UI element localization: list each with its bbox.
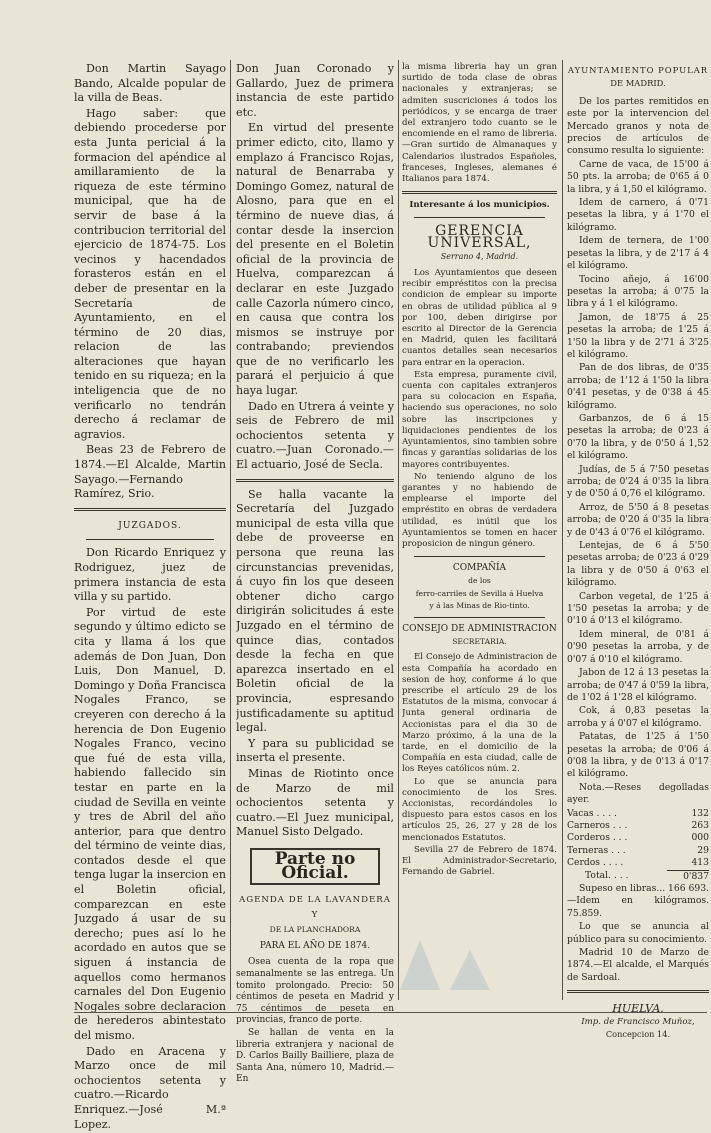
- price-vaca: Carne de vaca, de 15'00 á 50 pts. la arroba; de 0'65 á 0 la libra, y á 1,50 el kilógramo.: [567, 158, 709, 195]
- table-row: [567, 820, 709, 832]
- compania-line-3: ferro-carriles de Sevilla á Huelva: [415, 588, 544, 598]
- edict-aracena-body: Por virtud de este segundo y último edicto se cita y llama á los que además de Don Juan, Don Luis, Don Manuel, D. Domingo y Doña Francisca Nogales Franco, se creyeren con derecho á la herencia de Don Eugenio Nogales Franco, vecino que fué de esta villa, habiendo fallecido sin testar en parte en la ciudad de Sevilla en veinte y tres de Abril del año anterior, para que dentro del término de veinte dias, contados desde el que tenga lugar la insercion en el Boletin oficial, comparezcan en este Juzgado á usar de su derecho; pues así lo he acordado en autos que se siguen á instancia de aquellos como hermanos carnales del Don Eugenio Nogales sobre declaracion de herederos abintestato del mismo.: [74, 605, 226, 1042]
- gerencia-para-1: Los Ayuntamientos que deseen recibir empréstitos con la precisa condicion de emplear su importe en obras de utilidad pública al 9 por 100, deben dirigirse por escrito al Director de la Gerencia en Madrid, quien les facilitará cuantos detalles sean necesarios para entrar en la operacion.: [402, 268, 557, 368]
- reses-label: Carneros . . .: [567, 819, 628, 831]
- edict-utrera-body: En virtud del presente primer edicto, cito, llamo y emplazo á Francisco Rojas, natural de Benarraba y Domingo Gomez, natural de Alosno, para que en el término de nueve dias, á contar desde la insercion del presente en el Boletin oficial de la provincia de Huelva, comparezcan á declarar en este Juzgado calle Cazorla número cinco, en causa que contra los mismos se instruye por contrabando; previendos que de no verificarlo les parará el perjuicio á que haya lugar.: [236, 121, 394, 398]
- ayuntamiento-subtitle: DE MADRID.: [610, 78, 666, 89]
- column-1: [74, 62, 226, 1133]
- table-row: [567, 808, 709, 820]
- consejo-signature: Sevilla 27 de Febrero de 1874. El Administrador-Secretario, Fernando de Gabriel.: [402, 844, 557, 878]
- gerencia-para-3: No teniendo alguno de los garantes y no habiendo de emplearse el importe del empréstito en obras de verdadera utilidad, es inútil que los Ayuntamientos se tomen en hacer proposicion de ningun género.: [402, 471, 557, 549]
- price-cok: Cok, á 0,83 pesetas la arroba y á 0'07 el kilógramo.: [567, 705, 709, 729]
- section-divider: [567, 990, 709, 993]
- edict-aracena-signature: Dado en Aracena y Marzo once de mil ochocientos setenta y cuatro.—Ricardo Enriquez.—José M.ª Lopez.: [74, 1044, 226, 1131]
- gerencia-para-2: Esta empresa, puramente civil, cuenta con capitales extranjeros para su colocacion en España, haciendo sus operaciones, no solo sobre las inscripciones y liquidaciones pendientes de los Ayuntamientos, sino tambien sobre fincas y garantías solidarias de los mayores contribuyentes.: [402, 369, 557, 470]
- price-garbanzos: Garbanzos, de 6 á 15 pesetas la arroba; de 0'23 á 0'70 la libra, y de 0'50 á 1,52 el kilógramo.: [567, 412, 709, 462]
- supeso: Supeso en libras... 166 693.—Idem en kilógramos. 75.859.: [567, 883, 709, 919]
- divider: [86, 539, 214, 540]
- reses-nota: Nota.—Reses degolladas ayer.: [567, 781, 709, 806]
- price-judias: Judías, de 5 á 7'50 pesetas arroba; de 0'24 á 0'35 la libra y de 0'50 á 0,76 el kilógramo.: [567, 463, 709, 500]
- agenda-subtitle: DE LA PLANCHADORA: [269, 925, 361, 935]
- anuncio: Lo que se anuncia al público para su conocimiento.: [567, 921, 709, 945]
- gerencia-title: GERENCIA UNIVERSAL,: [427, 223, 532, 251]
- agenda-year: PARA EL AÑO DE 1874.: [259, 940, 371, 951]
- price-carbon-vegetal: Carbon vegetal, de 1'25 á 1'50 pesetas la arroba; y de 0'10 á 0'13 el kilógramo.: [567, 590, 709, 627]
- parte-no-oficial-title: Parte no Oficial.: [250, 848, 380, 885]
- price-jamon: Jamon, de 18'75 á 25 pesetas la arroba; de 1'25 á 1'50 la libra y de 2'71 á 3'25 el kilógramo.: [567, 311, 709, 360]
- reses-value: 413: [691, 857, 709, 869]
- bottom-border: [74, 1012, 707, 1013]
- secretaria-title: SECRETARIA.: [452, 637, 507, 647]
- price-lentejas: Lentejas, de 6 á 5'50 pesetas arroba; de 0'23 á 0'29 la libra y de 0'50 á 0'63 el kilógramo.: [567, 540, 709, 589]
- madrid-signature: Madrid 10 de Marzo de 1874.—El alcalde, el Marqués de Sardoal.: [567, 947, 709, 983]
- section-juzgados-title: JUZGADOS.: [118, 520, 182, 531]
- compania-title: COMPAÑÍA: [452, 563, 507, 574]
- total-value: 0'837: [667, 870, 709, 883]
- edict-beas-body: Hago saber: que debiendo procederse por esta Junta pericial á la formacion del apéndice al amillaramiento de la riqueza de este término municipal, que ha de servir de base á la contribucion territorial del ejercicio de 1874-75. Los vecinos y hacendados forasteros están en el deber de presentar en la Secretaría de Ayuntamiento, en el término de 20 dias, relacion de las alteraciones que hayan tenido en su riqueza; en la inteligencia que de no verificarlo no tendrán derecho á reclamar de agravios.: [74, 106, 226, 441]
- price-carnero: Idem de carnero, á 0'71 pesetas la libra, y á 1'70 el kilógramo.: [567, 197, 709, 233]
- table-row: [567, 857, 709, 870]
- reses-label: Terneras . . .: [567, 844, 626, 856]
- imprint-city: HUELVA.: [612, 1002, 664, 1016]
- divider: [414, 217, 545, 218]
- consejo-para-1: El Consejo de Administracion de esta Compañía ha acordado en sesion de hoy, conforme á lo que prescribe el artículo 29 de los Estatutos de la misma, convocar á Junta general ordinaria de Accionistas para el dia 30 de Marzo próximo, á la una de la tarde, en el domicilio de la Compañía en esta ciudad, calle de los Reyes católicos núm. 2.: [402, 652, 557, 775]
- edict-utrera-signature: Dado en Utrera á veinte y seis de Febrero de mil ochocientos setenta y cuatro.—Juan Coronado.—El actuario, José de Secla.: [236, 399, 394, 472]
- reses-table: [567, 808, 709, 883]
- column-4: [567, 62, 709, 1040]
- compania-line-2: de los: [468, 576, 491, 586]
- reses-value: 132: [691, 807, 709, 819]
- reses-value: 29: [697, 844, 709, 856]
- edict-aracena-heading: Don Ricardo Enriquez y Rodriguez, juez de primera instancia de esta villa y su partido.: [74, 546, 226, 604]
- agenda-sales: Se hallan de venta en la libreria extranjera y nacional de D. Carlos Bailly Bailliere, plaza de Santa Ana, número 10, Madrid.—En: [236, 1028, 394, 1085]
- compania-line-4: y á las Minas de Rio-tinto.: [429, 600, 530, 610]
- column-divider: [398, 60, 399, 1000]
- table-row: [567, 832, 709, 844]
- vacancy-notice: Se halla vacante la Secretaría del Juzgado municipal de esta villa que debe de proveerse en persona que reuna las circunstancias prevenidas, á cuyo fin los que deseen obtener dicho cargo dirigirán solicitudes á este Juzgado en el término de quince dias, contados desde la fecha en que aparezca insertado en el Boletin oficial de la provincia, espresando justificadamente su aptitud legal.: [236, 487, 394, 735]
- bookstore-notice: la misma libreria hay un gran surtido de toda clase de obras nacionales y extranjeras; se admiten suscriciones á todos los periódicos, y se encarga de traer del extranjero todo cuanto se le encomiende en el ramo de libreria.—Gran surtido de Almanaques y Calendarios ilustrados Españoles, franceses, Ingleses, alemanes é Italianos para 1874.: [402, 62, 557, 185]
- section-divider: [236, 479, 394, 482]
- consejo-title: CONSEJO DE ADMINISTRACION: [402, 623, 557, 634]
- price-arroz: Arroz, de 5'50 á 8 pesetas arroba; de 0'20 á 0'35 la libra y de 0'43 á 0'76 el kilógramo.: [567, 501, 709, 538]
- reses-value: 000: [691, 832, 709, 844]
- reses-label: Vacas . . . .: [567, 807, 617, 819]
- reses-label: Cerdos . . . .: [567, 857, 624, 869]
- column-divider: [562, 60, 563, 1000]
- consejo-para-2: Lo que se anuncia para conocimiento de los Sres. Accionistas, recordándoles lo dispuesto para estos casos en los artículos 25, 26, 27 y 28 de los mencionados Estatutos.: [402, 776, 557, 843]
- section-municipios-title: Interesante á los municipios.: [409, 200, 550, 211]
- divider: [414, 617, 545, 618]
- vacancy-publicity: Y para su publicidad se inserta el presente.: [236, 736, 394, 765]
- price-tocino: Tocino añejo, á 16'00 pesetas la arroba; á 0'75 la libra y á 1 el kilógramo.: [567, 273, 709, 310]
- imprint-address: Concepcion 14.: [605, 1029, 671, 1040]
- edict-utrera-heading: Don Juan Coronado y Gallardo, Juez de primera instancia de este partido etc.: [236, 62, 394, 119]
- edict-beas-heading: Don Martin Sayago Bando, Alcalde popular de la villa de Beas.: [74, 62, 226, 105]
- section-divider: [402, 191, 557, 194]
- reses-value: 263: [691, 819, 709, 831]
- total-label: Total. . . .: [585, 870, 629, 882]
- agenda-title: AGENDA DE LA LAVANDERA Y: [239, 895, 391, 920]
- price-jabon: Jabon de 12 á 13 pesetas la arroba; de 0'47 á 0'59 la libra, de 1'02 á 1'28 el kilógramo.: [567, 667, 709, 703]
- imprint-printer: Imp. de Francisco Muñoz,: [581, 1016, 695, 1027]
- table-row: [567, 845, 709, 857]
- prices-intro: De los partes remitidos en este por la intervencion del Mercado granos y nota de precios de artículos de consumo resulta lo siguiente:: [567, 95, 709, 157]
- gerencia-address: Serrano 4, Madrid.: [440, 251, 519, 261]
- column-3: [402, 62, 557, 879]
- price-carbon-mineral: Idem mineral, de 0'81 á 0'90 pesetas la arroba, y de 0'07 á 0'10 el kilógramo.: [567, 628, 709, 665]
- column-2: [236, 62, 394, 1087]
- edict-beas-signature: Beas 23 de Febrero de 1874.—El Alcalde, Martin Sayago.—Fernando Ramírez, Srio.: [74, 443, 226, 501]
- price-patatas: Patatas, de 1'25 á 1'50 pesetas la arroba; de 0'06 á 0'08 la libra, y de 0'13 á 0'17 el kilógramo.: [567, 731, 709, 780]
- agenda-description: Osea cuenta de la ropa que semanalmente se las entrega. Un tomito prolongado. Precio: 50 céntimos de peseta en Madrid y 75 céntimos de peseta en provincias, franco de porte.: [236, 957, 394, 1026]
- ayuntamiento-title: AYUNTAMIENTO POPULAR: [567, 65, 709, 75]
- price-ternera: Idem de ternera, de 1'00 pesetas la libra, y de 2'17 á 4 el kilógramo.: [567, 235, 709, 272]
- price-pan: Pan de dos libras, de 0'35 arroba; de 1'12 á 1'50 la libra 0'41 pesetas, y de 0'38 á 45 kilógramo.: [567, 362, 709, 411]
- reses-label: Corderos . . .: [567, 832, 628, 844]
- column-divider: [230, 60, 231, 1000]
- divider: [414, 556, 545, 557]
- section-divider: [74, 508, 226, 511]
- vacancy-signature: Minas de Riotinto once de Marzo de mil ochocientos setenta y cuatro.—El Juez municipal, Manuel Sisto Delgado.: [236, 766, 394, 839]
- table-row-total: [567, 870, 709, 883]
